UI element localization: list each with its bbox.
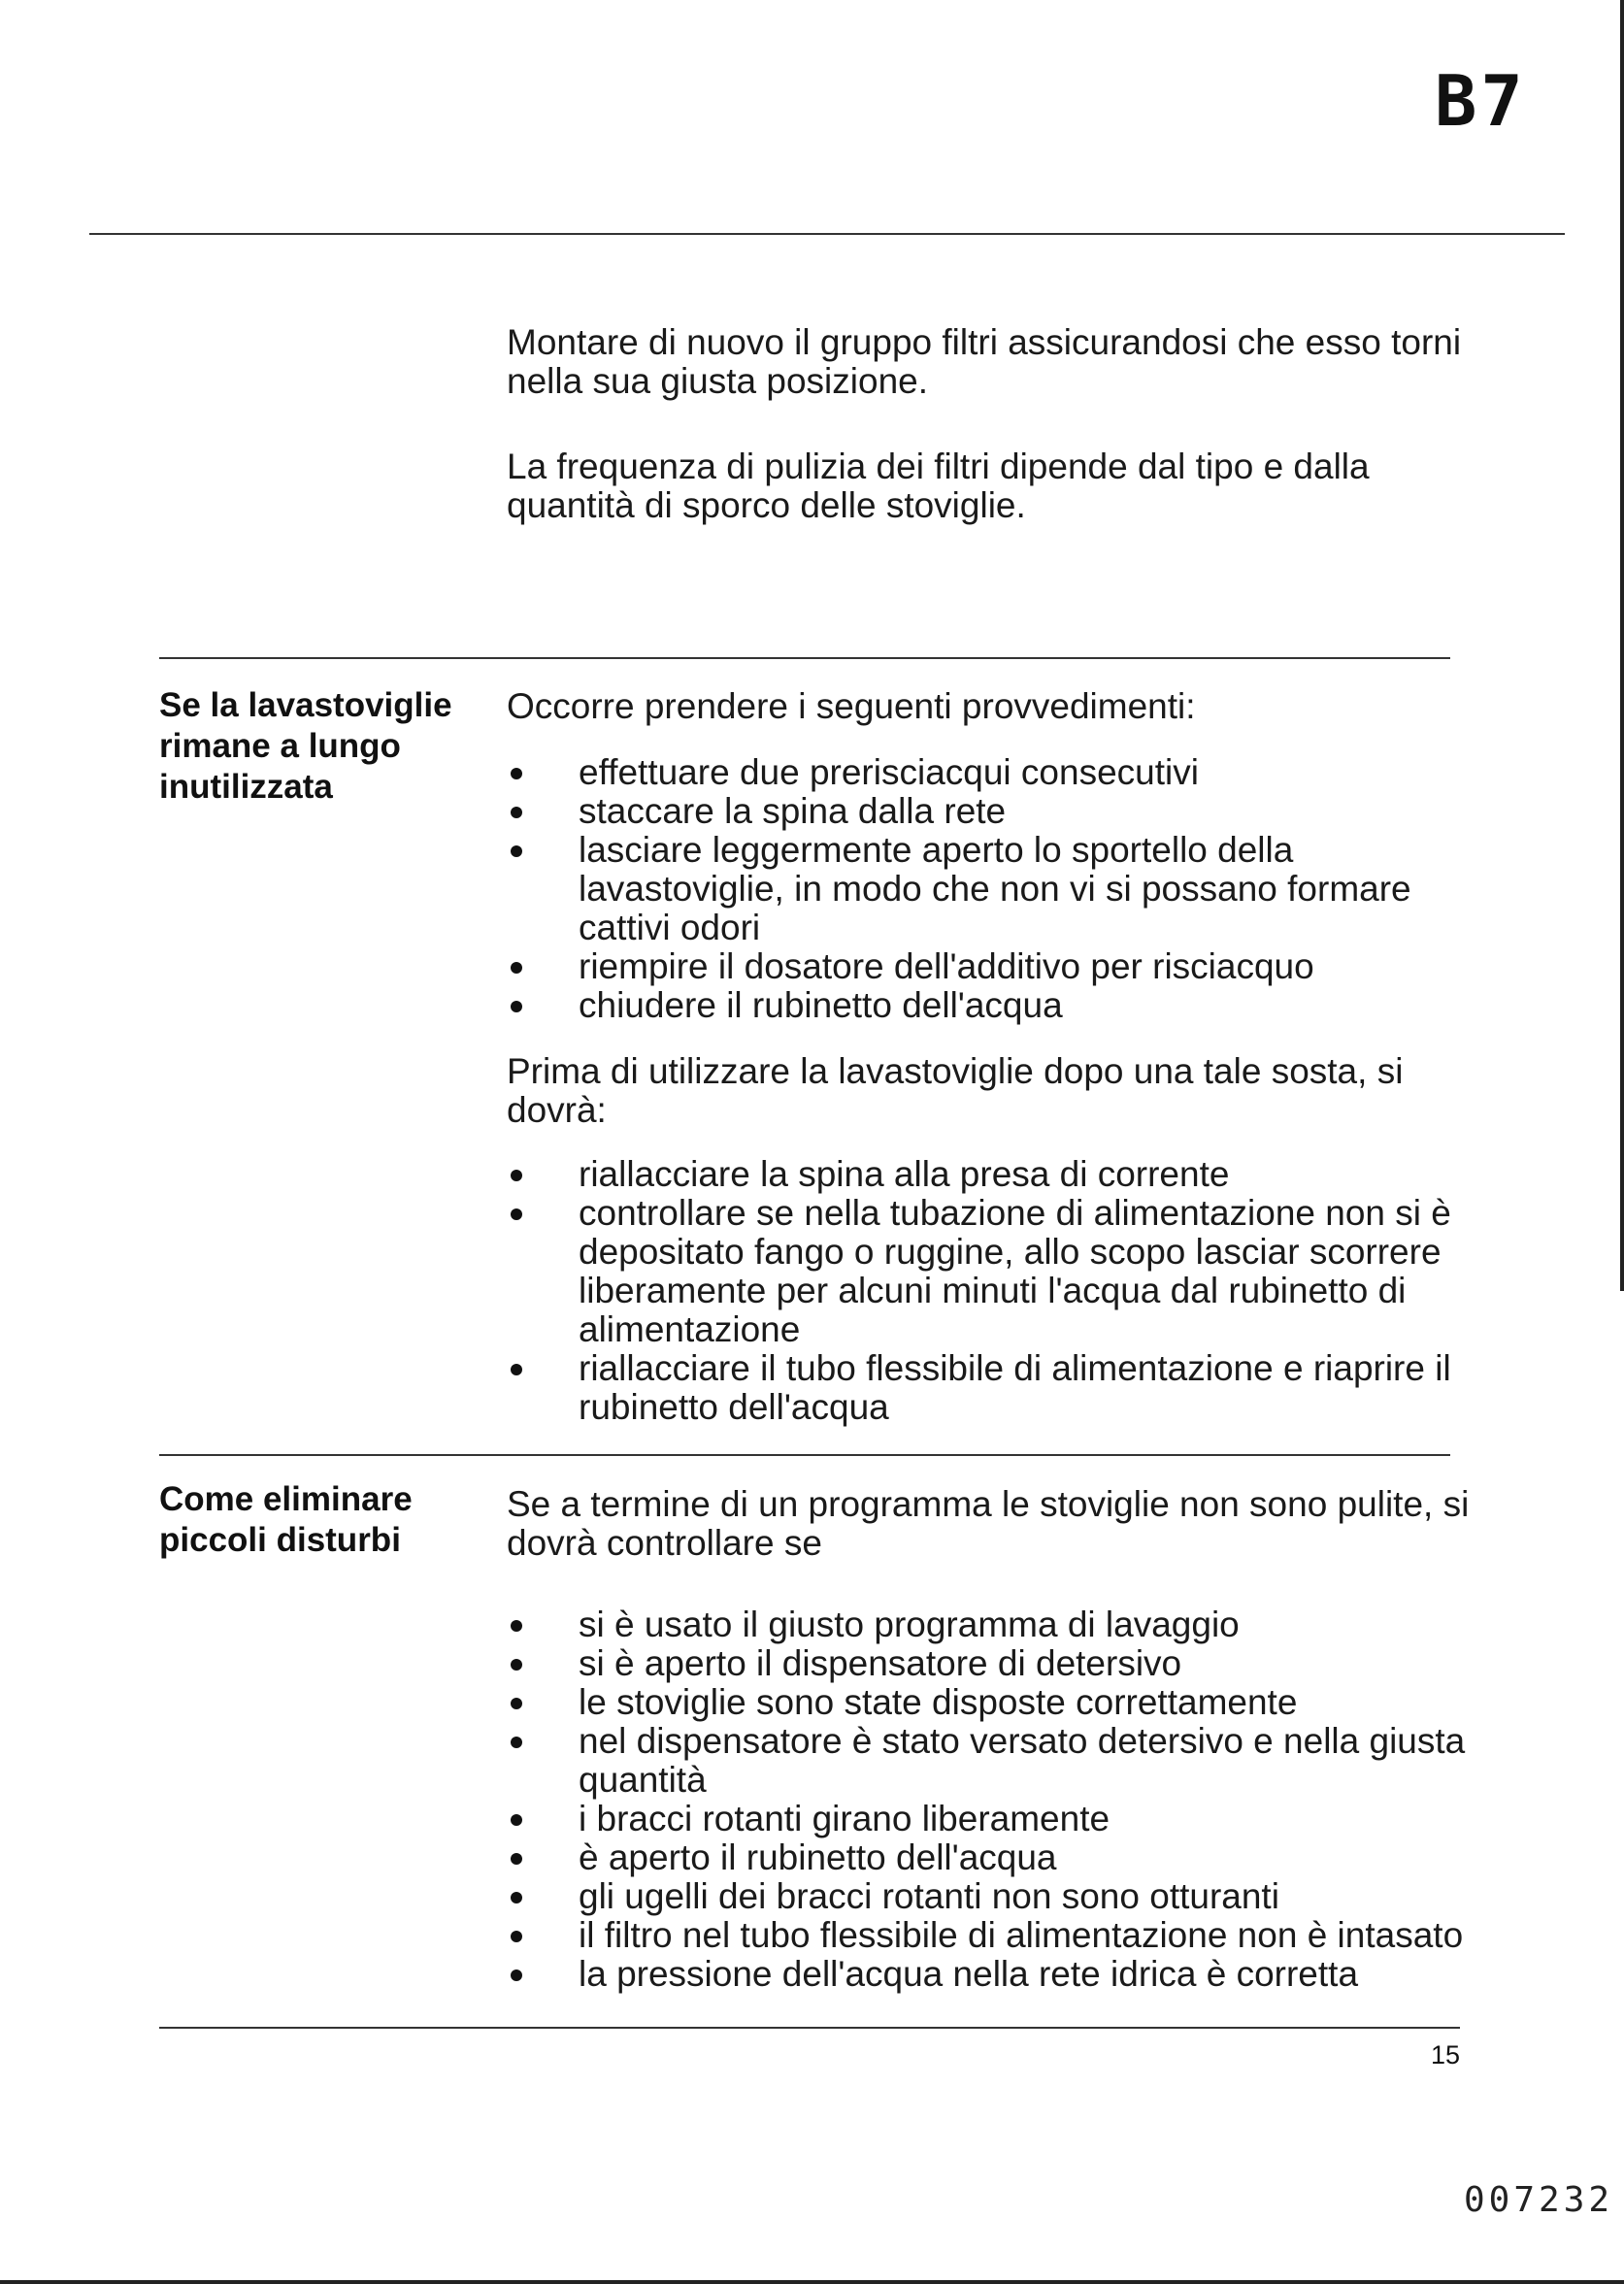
list-item: gli ugelli dei bracci rotanti non sono otturanti (507, 1877, 1477, 1916)
section-code: B7 (1435, 60, 1527, 142)
intro-block (507, 323, 1477, 525)
list-item: controllare se nella tubazione di alimentazione non si è depositato fango o ruggine, allo scopo lasciar scorrere liberamente per alcuni minuti l'acqua dal rubinetto di alimentazione (507, 1194, 1477, 1349)
list-item: è aperto il rubinetto dell'acqua (507, 1838, 1477, 1877)
list-item: il filtro nel tubo flessibile di alimentazione non è intasato (507, 1916, 1477, 1955)
intro-paragraph-1: Montare di nuovo il gruppo filtri assicurandosi che esso torni nella sua giusta posizione. (507, 322, 1462, 401)
document-code: 007232 (1464, 2180, 1614, 2220)
section-title-troubleshooting: Come eliminare piccoli disturbi (159, 1480, 413, 1559)
intro-paragraph-2: La frequenza di pulizia dei filtri dipende dal tipo e dalla quantità di sporco delle stoviglie. (507, 447, 1370, 525)
list-item: i bracci rotanti girano liberamente (507, 1800, 1477, 1838)
list-item: riallacciare il tubo flessibile di alimentazione e riaprire il rubinetto dell'acqua (507, 1349, 1477, 1427)
section-troubleshooting-body (507, 1485, 1477, 1994)
storage-steps-after (507, 1155, 1477, 1427)
section-divider-storage (159, 657, 1450, 659)
section-divider-troubleshooting (159, 1454, 1450, 1456)
list-item: le stoviglie sono state disposte correttamente (507, 1683, 1477, 1722)
troubleshooting-checks (507, 1605, 1477, 1994)
section-storage-body (507, 687, 1477, 1427)
page-edge-bottom (0, 2280, 1624, 2284)
list-item: la pressione dell'acqua nella rete idrica è corretta (507, 1955, 1477, 1994)
page-edge-right (1620, 0, 1624, 1291)
troubleshooting-lead: Se a termine di un programma le stoviglie non sono pulite, si dovrà controllare se (507, 1484, 1470, 1563)
list-item: riempire il dosatore dell'additivo per risciacquo (507, 947, 1477, 986)
page-number: 15 (1431, 2040, 1461, 2069)
list-item: si è usato il giusto programma di lavaggio (507, 1605, 1477, 1644)
storage-steps-before (507, 753, 1477, 1025)
list-item: si è aperto il dispensatore di detersivo (507, 1644, 1477, 1683)
list-item: nel dispensatore è stato versato detersivo e nella giusta quantità (507, 1722, 1477, 1800)
list-item: effettuare due prerisciacqui consecutivi (507, 753, 1477, 792)
storage-reuse-intro: Prima di utilizzare la lavastoviglie dopo una tale sosta, si dovrà: (507, 1051, 1404, 1130)
list-item: lasciare leggermente aperto lo sportello della lavastoviglie, in modo che non vi si possano formare cattivi odori (507, 831, 1477, 947)
list-item: riallacciare la spina alla presa di corrente (507, 1155, 1477, 1194)
section-title-storage: Se la lavastoviglie rimane a lungo inutilizzata (159, 686, 452, 806)
list-item: staccare la spina dalla rete (507, 792, 1477, 831)
footer-divider (159, 2027, 1460, 2029)
storage-lead: Occorre prendere i seguenti provvedimenti: (507, 686, 1196, 726)
header-divider (89, 233, 1565, 235)
list-item: chiudere il rubinetto dell'acqua (507, 986, 1477, 1025)
